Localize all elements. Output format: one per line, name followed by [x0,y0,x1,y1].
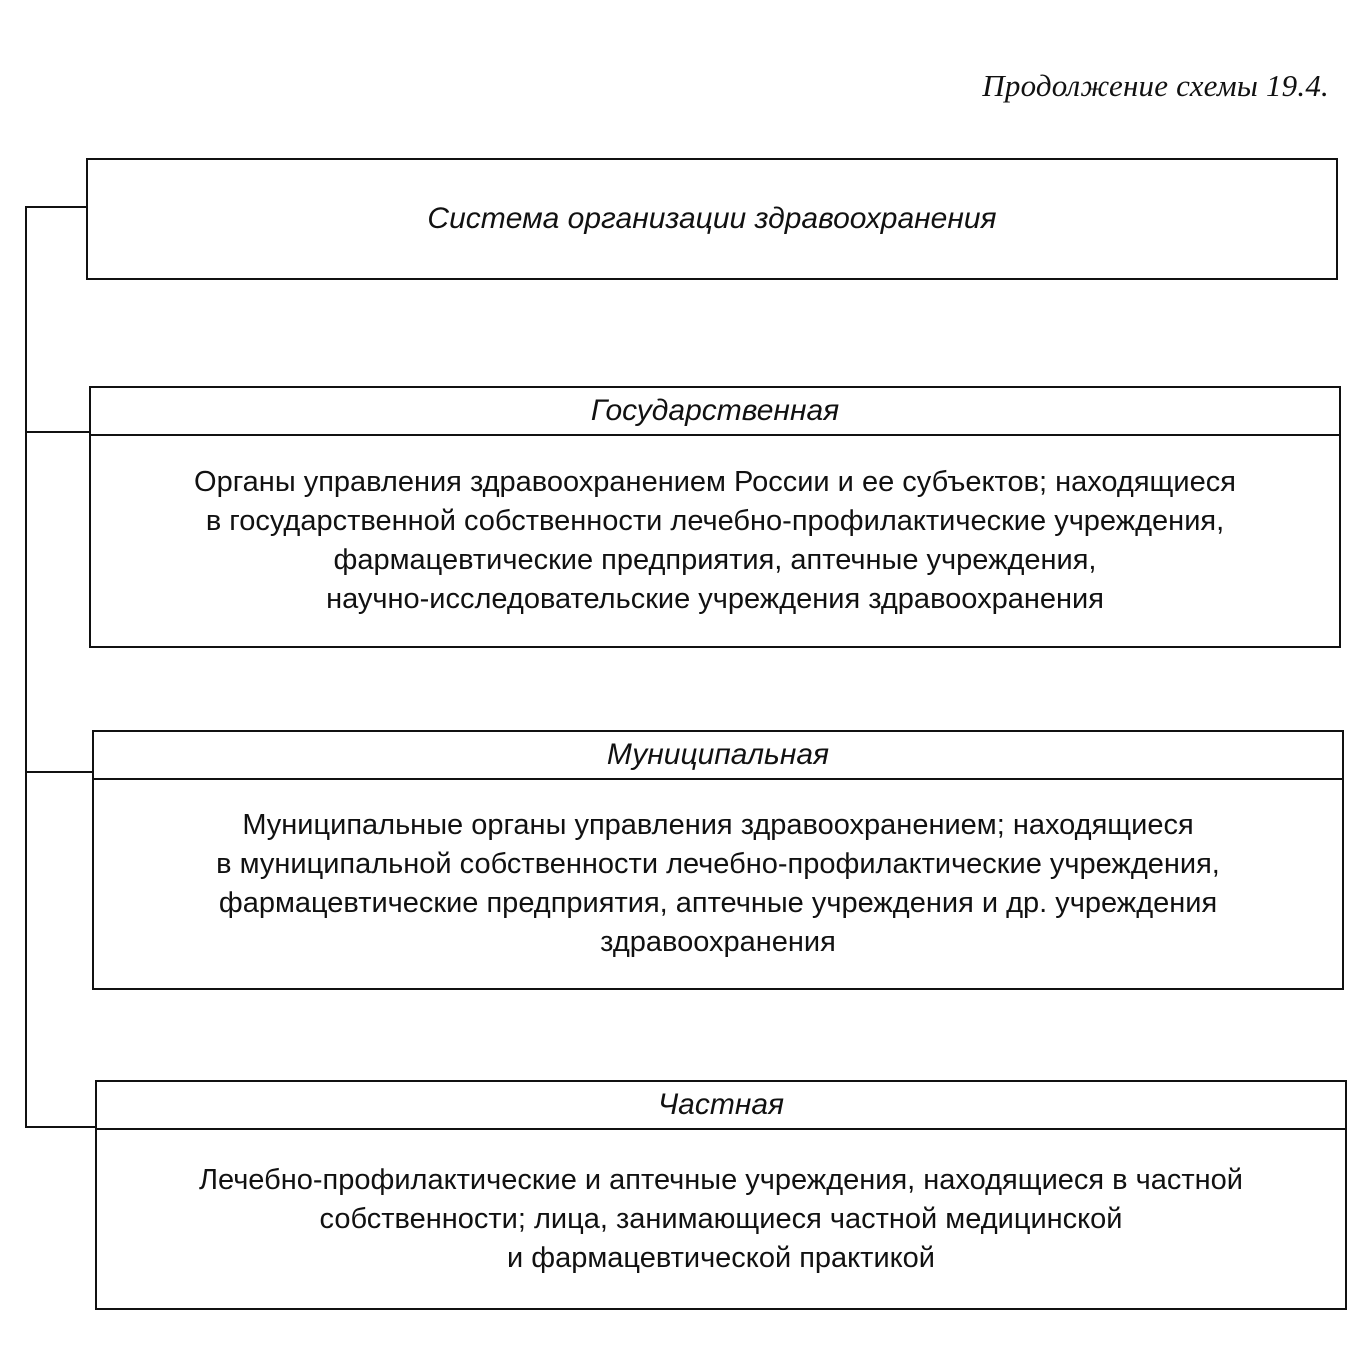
state-line-1: Органы управления здравоохранением России и ее субъектов; находящиеся [194,466,1236,498]
root-node [86,158,1338,280]
diagram-caption: Продолжение схемы 19.4. [982,68,1329,103]
private-node-description [97,1130,1345,1308]
municipal-line-3: фармацевтические предприятия, аптечные учреждения и др. учреждения [218,887,1218,919]
root-node-title: Система организации здравоохранения [427,202,997,235]
connector-to-root [25,206,87,208]
municipal-node [92,730,1344,990]
connector-to-state [25,431,90,433]
private-node [95,1080,1347,1310]
private-line-3: и фармацевтической практикой [506,1241,936,1274]
connector-vertical-line [25,206,27,1128]
municipal-line-4: здравоохранения [600,926,836,958]
municipal-line-1: Муниципальные органы управления здравоохранением; находящиеся [242,809,1194,841]
connector-to-municipal [25,771,93,773]
private-line-1: Лечебно-профилактические и аптечные учреждения, находящиеся в частной [199,1163,1243,1196]
private-node-title: Частная [97,1082,1345,1130]
municipal-node-description [94,780,1342,988]
state-node-title: Государственная [91,388,1339,436]
state-node [89,386,1341,648]
state-line-2: в государственной собственности лечебно-профилактические учреждения, [205,505,1225,537]
municipal-node-title: Муниципальная [94,732,1342,780]
state-line-4: научно-исследовательские учреждения здравоохранения [326,583,1104,615]
private-line-2: собственности; лица, занимающиеся частной медицинской [319,1202,1123,1235]
connector-to-private [25,1126,96,1128]
state-node-description [91,436,1339,646]
state-line-3: фармацевтические предприятия, аптечные учреждения, [333,544,1097,576]
municipal-line-2: в муниципальной собственности лечебно-профилактические учреждения, [216,848,1220,880]
